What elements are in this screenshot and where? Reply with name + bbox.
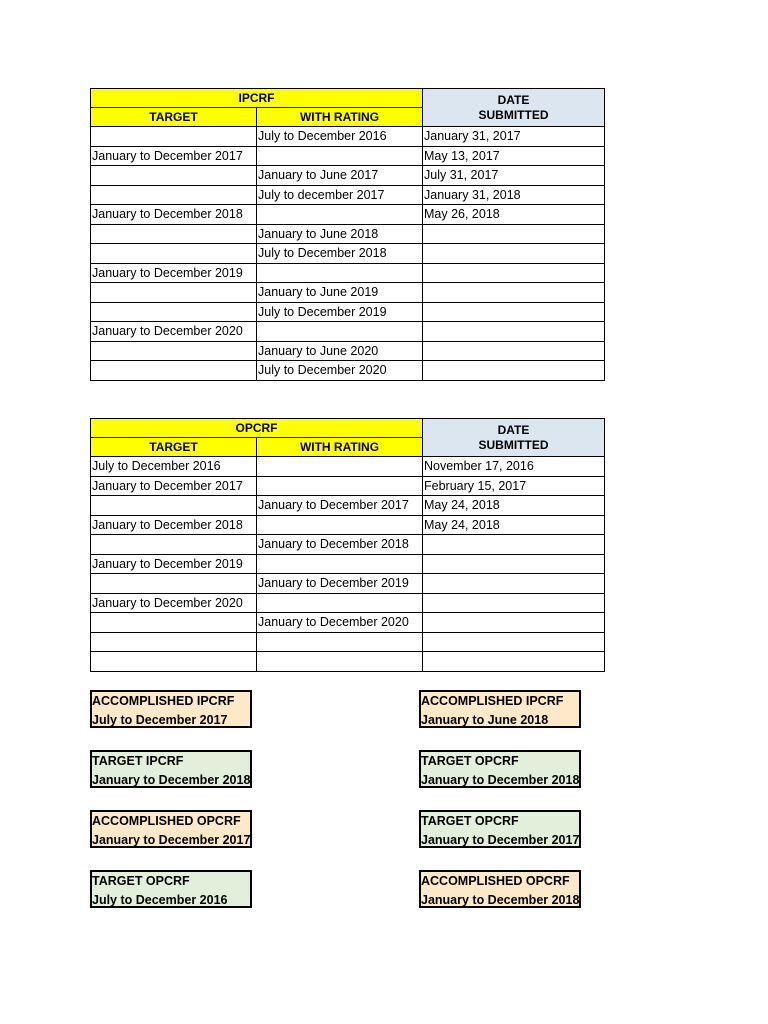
card-period: January to December 2018 [421,893,580,907]
opcrf-date-submitted-cell: February 15, 2017 [423,476,605,496]
opcrf-with-rating-cell: January to December 2020 [257,613,423,633]
ipcrf-header-row-1 [91,89,605,108]
ipcrf-target-cell: January to December 2017 [91,146,257,166]
opcrf-table [90,418,605,672]
ipcrf-with-rating-cell: July to December 2018 [257,244,423,264]
ipcrf-date-submitted-cell [423,263,605,283]
opcrf-table-row [91,652,605,672]
card-heading: TARGET OPCRF [421,814,519,828]
opcrf-with-rating-cell [257,515,423,535]
opcrf-title: OPCRF [91,419,423,438]
opcrf-date-submitted-cell [423,574,605,594]
opcrf-target-cell [91,652,257,672]
opcrf-date-submitted-header: DATE SUBMITTED [423,419,605,457]
opcrf-date-submitted-cell: November 17, 2016 [423,457,605,477]
opcrf-target-cell: January to December 2017 [91,476,257,496]
ipcrf-target-cell [91,341,257,361]
ipcrf-with-rating-cell [257,205,423,225]
ipcrf-table-row [91,302,605,322]
opcrf-date-submitted-cell: May 24, 2018 [423,515,605,535]
opcrf-with-rating-cell [257,632,423,652]
card-heading: TARGET OPCRF [421,754,519,768]
card-heading: ACCOMPLISHED IPCRF [92,694,235,708]
ipcrf-with-rating-cell: January to June 2017 [257,166,423,186]
opcrf-table-row [91,613,605,633]
ipcrf-date-submitted-cell [423,302,605,322]
ipcrf-table-row [91,283,605,303]
card-heading: ACCOMPLISHED IPCRF [421,694,564,708]
target-opcrf-card-right-2 [419,810,581,848]
ipcrf-target-cell: January to December 2018 [91,205,257,225]
card-heading: TARGET IPCRF [92,754,184,768]
opcrf-target-cell: January to December 2020 [91,593,257,613]
ipcrf-date-submitted-cell: May 13, 2017 [423,146,605,166]
opcrf-date-submitted-cell [423,632,605,652]
ipcrf-date-submitted-cell [423,224,605,244]
ipcrf-date-submitted-cell: May 26, 2018 [423,205,605,225]
opcrf-date-submitted-cell [423,535,605,555]
opcrf-target-header: TARGET [91,438,257,457]
opcrf-with-rating-cell [257,554,423,574]
card-period: January to December 2017 [92,833,251,847]
opcrf-header-row-1 [91,419,605,438]
ipcrf-target-cell [91,185,257,205]
opcrf-target-cell [91,632,257,652]
opcrf-target-cell [91,496,257,516]
ipcrf-date-submitted-cell [423,361,605,381]
opcrf-target-cell [91,574,257,594]
ipcrf-target-cell: January to December 2020 [91,322,257,342]
ipcrf-date-submitted-cell: July 31, 2017 [423,166,605,186]
ipcrf-date-submitted-cell: January 31, 2018 [423,185,605,205]
ipcrf-table-row [91,341,605,361]
ipcrf-with-rating-cell: July to december 2017 [257,185,423,205]
opcrf-target-cell [91,613,257,633]
ipcrf-date-submitted-cell: January 31, 2017 [423,127,605,147]
opcrf-with-rating-cell [257,457,423,477]
card-heading: TARGET OPCRF [92,874,190,888]
opcrf-table-row [91,496,605,516]
ipcrf-target-cell [91,224,257,244]
ipcrf-table [90,88,605,381]
opcrf-table-row [91,535,605,555]
ipcrf-table-row [91,185,605,205]
ipcrf-table-row [91,263,605,283]
ipcrf-table-row [91,127,605,147]
opcrf-with-rating-cell [257,476,423,496]
ipcrf-table-row [91,224,605,244]
opcrf-with-rating-cell [257,593,423,613]
card-period: January to June 2018 [421,713,549,727]
accomplished-ipcrf-card-left [90,690,252,728]
ipcrf-target-cell [91,127,257,147]
ipcrf-table-row [91,244,605,264]
card-period: January to December 2018 [421,773,580,787]
card-heading: ACCOMPLISHED OPCRF [92,814,241,828]
opcrf-table-row [91,593,605,613]
opcrf-date-submitted-cell: May 24, 2018 [423,496,605,516]
opcrf-with-rating-header: WITH RATING [257,438,423,457]
opcrf-with-rating-cell: January to December 2018 [257,535,423,555]
opcrf-date-submitted-cell [423,652,605,672]
ipcrf-with-rating-cell [257,146,423,166]
opcrf-target-cell: January to December 2019 [91,554,257,574]
card-period: January to December 2018 [92,773,251,787]
ipcrf-target-cell [91,302,257,322]
ipcrf-with-rating-cell: July to December 2016 [257,127,423,147]
opcrf-table-row [91,515,605,535]
card-period: July to December 2017 [92,713,228,727]
opcrf-date-submitted-cell [423,613,605,633]
ipcrf-table-row [91,146,605,166]
accomplished-ipcrf-card-right [419,690,581,728]
ipcrf-target-cell [91,283,257,303]
opcrf-table-row [91,457,605,477]
ipcrf-target-cell [91,166,257,186]
card-period: January to December 2017 [421,833,580,847]
opcrf-table-row [91,476,605,496]
accomplished-opcrf-card-left [90,810,252,848]
ipcrf-title: IPCRF [91,89,423,108]
ipcrf-with-rating-cell: July to December 2019 [257,302,423,322]
opcrf-with-rating-cell: January to December 2017 [257,496,423,516]
ipcrf-target-cell: January to December 2019 [91,263,257,283]
ipcrf-table-row [91,361,605,381]
ipcrf-table-row [91,205,605,225]
opcrf-target-cell [91,535,257,555]
card-heading: ACCOMPLISHED OPCRF [421,874,570,888]
opcrf-with-rating-cell: January to December 2019 [257,574,423,594]
ipcrf-date-submitted-cell [423,322,605,342]
opcrf-with-rating-cell [257,652,423,672]
target-opcrf-card-left [90,870,252,908]
opcrf-target-cell: July to December 2016 [91,457,257,477]
ipcrf-target-header: TARGET [91,108,257,127]
ipcrf-date-submitted-cell [423,244,605,264]
ipcrf-table-row [91,322,605,342]
ipcrf-target-cell [91,361,257,381]
target-ipcrf-card-left [90,750,252,788]
card-period: July to December 2016 [92,893,228,907]
accomplished-opcrf-card-right [419,870,581,908]
ipcrf-date-submitted-header: DATE SUBMITTED [423,89,605,127]
ipcrf-date-submitted-cell [423,283,605,303]
ipcrf-with-rating-cell: January to June 2018 [257,224,423,244]
ipcrf-with-rating-cell [257,322,423,342]
ipcrf-target-cell [91,244,257,264]
opcrf-target-cell: January to December 2018 [91,515,257,535]
ipcrf-with-rating-cell [257,263,423,283]
target-opcrf-card-right-1 [419,750,581,788]
ipcrf-with-rating-cell: July to December 2020 [257,361,423,381]
ipcrf-with-rating-cell: January to June 2019 [257,283,423,303]
ipcrf-date-submitted-cell [423,341,605,361]
opcrf-date-submitted-cell [423,554,605,574]
opcrf-table-row [91,574,605,594]
opcrf-table-row [91,632,605,652]
ipcrf-with-rating-cell: January to June 2020 [257,341,423,361]
ipcrf-with-rating-header: WITH RATING [257,108,423,127]
opcrf-date-submitted-cell [423,593,605,613]
opcrf-table-row [91,554,605,574]
ipcrf-table-row [91,166,605,186]
